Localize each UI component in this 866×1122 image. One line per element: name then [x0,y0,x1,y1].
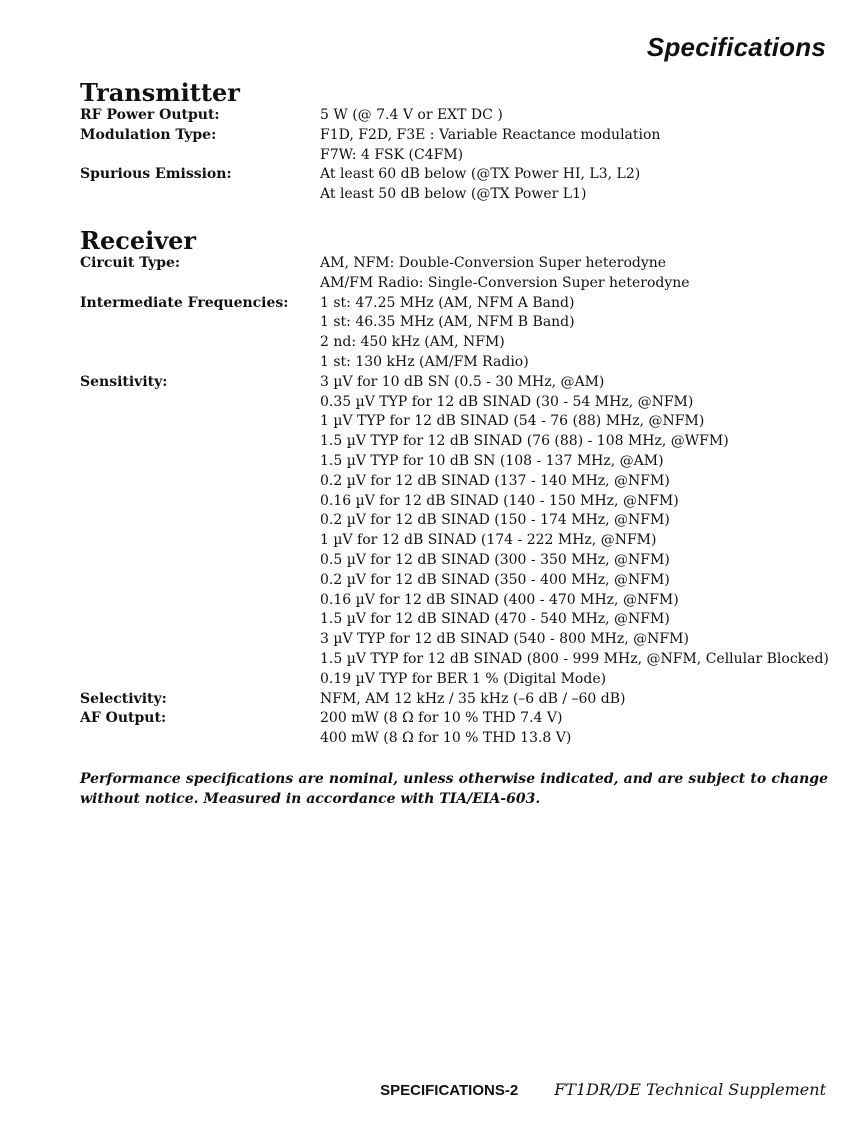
spec-values [320,294,840,373]
transmitter-heading: Transmitter [80,78,240,107]
spec-value: 0.35 µV TYP for 12 dB SINAD (30 - 54 MHz, @NFM) [320,393,694,410]
spec-value: F1D, F2D, F3E : Variable Reactance modulation [320,126,661,143]
spec-value: 1 st: 46.35 MHz (AM, NFM B Band) [320,314,575,331]
spec-value: AM, NFM: Double-Conversion Super heterodyne [320,255,667,271]
spec-values [320,690,840,710]
spec-label: Selectivity: [80,690,167,707]
footer-document-title: FT1DR/DE Technical Supplement [554,1080,826,1099]
spec-row [80,254,840,294]
spec-value: 0.19 µV TYP for BER 1 % (Digital Mode) [320,670,607,687]
spec-value: 1.5 µV TYP for 12 dB SINAD (800 - 999 MHz, @NFM, Cellular Blocked) [320,650,829,667]
spec-value: 0.2 µV for 12 dB SINAD (350 - 400 MHz, @NFM) [320,571,670,588]
spec-values [320,165,840,205]
spec-value: AM/FM Radio: Single-Conversion Super heterodyne [320,274,690,291]
spec-values [320,126,840,166]
page-footer [0,1080,826,1099]
transmitter-section [80,80,840,205]
spec-label: Intermediate Frequencies: [80,294,289,311]
spec-values [320,106,840,126]
page-header-title: Specifications [646,32,826,62]
spec-value: NFM, AM 12 kHz / 35 kHz (–6 dB / –60 dB) [320,690,626,707]
spec-row [80,709,840,749]
spec-label: Circuit Type: [80,255,181,271]
spec-row [80,165,840,205]
footer-page-label: SPECIFICATIONS-2 [380,1082,519,1099]
spec-value: 0.16 µV for 12 dB SINAD (400 - 470 MHz, @NFM) [320,591,679,608]
spec-value: 1 st: 130 kHz (AM/FM Radio) [320,353,529,370]
spec-value: 0.2 µV for 12 dB SINAD (150 - 174 MHz, @NFM) [320,512,670,529]
spec-value: 1.5 µV for 12 dB SINAD (470 - 540 MHz, @NFM) [320,611,670,628]
transmitter-spec-list [80,106,840,205]
spec-value: F7W: 4 FSK (C4FM) [320,146,464,163]
spec-row [80,373,840,690]
spec-value: 3 µV for 10 dB SN (0.5 - 30 MHz, @AM) [320,373,605,390]
spec-row [80,690,840,710]
performance-note: Performance specifications are nominal, unless otherwise indicated, and are subject to change without notice. Measured in accordance with TIA/EIA-603. [80,771,828,807]
spec-value: 0.16 µV for 12 dB SINAD (140 - 150 MHz, @NFM) [320,492,679,509]
spec-value: 0.2 µV for 12 dB SINAD (137 - 140 MHz, @NFM) [320,472,670,489]
spec-value: At least 60 dB below (@TX Power HI, L3, L2) [320,166,641,183]
spec-value: 1 µV TYP for 12 dB SINAD (54 - 76 (88) MHz, @NFM) [320,413,705,430]
spec-value: 0.5 µV for 12 dB SINAD (300 - 350 MHz, @NFM) [320,551,670,568]
spec-value: 200 mW (8 Ω for 10 % THD 7.4 V) [320,710,563,727]
spec-row [80,126,840,166]
receiver-heading: Receiver [80,226,197,255]
spec-row [80,294,840,373]
receiver-spec-list [80,254,840,749]
spec-row [80,106,840,126]
spec-value: 1.5 µV TYP for 10 dB SN (108 - 137 MHz, @AM) [320,452,664,469]
spec-label: Sensitivity: [80,373,168,390]
spec-value: 1 µV for 12 dB SINAD (174 - 222 MHz, @NFM) [320,532,657,549]
spec-values [320,373,840,690]
spec-values [320,709,840,749]
receiver-section [80,228,840,749]
spec-label: RF Power Output: [80,107,220,123]
spec-value: 2 nd: 450 kHz (AM, NFM) [320,334,505,351]
spec-value: 1.5 µV TYP for 12 dB SINAD (76 (88) - 108 MHz, @WFM) [320,433,729,450]
spec-label: Spurious Emission: [80,166,232,183]
spec-value: 5 W (@ 7.4 V or EXT DC ) [320,107,503,123]
spec-label: Modulation Type: [80,126,217,143]
spec-value: 1 st: 47.25 MHz (AM, NFM A Band) [320,294,575,311]
spec-values [320,254,840,294]
spec-value: 3 µV TYP for 12 dB SINAD (540 - 800 MHz, @NFM) [320,631,689,648]
spec-label: AF Output: [80,710,167,727]
spec-value: 400 mW (8 Ω for 10 % THD 13.8 V) [320,730,572,747]
spec-value: At least 50 dB below (@TX Power L1) [320,186,587,203]
